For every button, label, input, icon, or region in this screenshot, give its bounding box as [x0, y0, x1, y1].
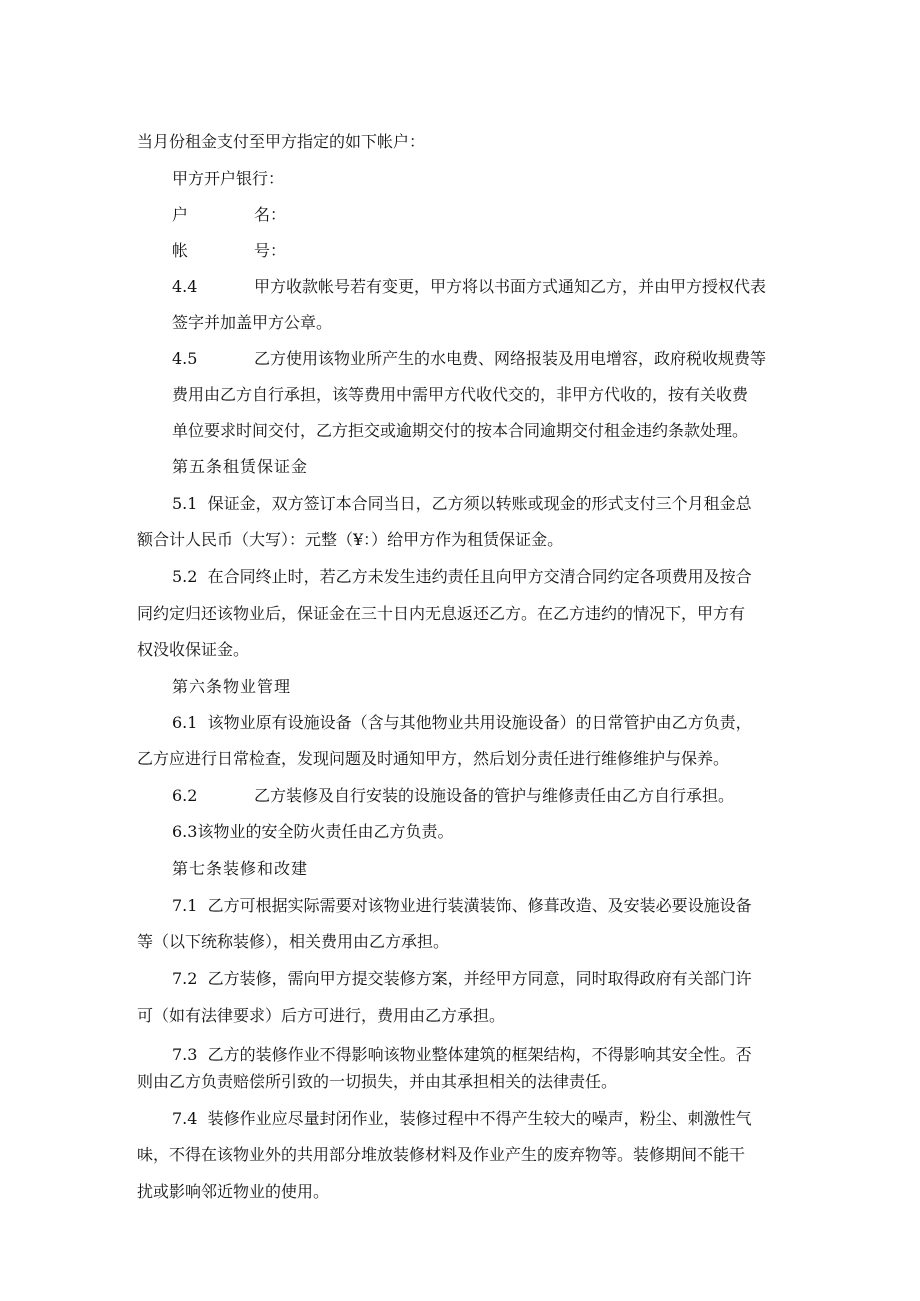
clause-7-1-line-2: 等（以下统称装修），相关费用由乙方承担。 — [137, 932, 450, 951]
bank-label: 甲方开户银行： — [172, 169, 285, 188]
clause-6-2-text-1: 乙方装修及自行安装的设施设备的管护与维修责任由乙方自行承担。 — [254, 786, 735, 805]
account-name-label-b: 名： — [254, 205, 287, 224]
account-name-row — [172, 204, 286, 226]
clause-7-2-line-1 — [172, 968, 752, 990]
clause-7-2-text-1: 乙方装修，需向甲方提交装修方案，并经甲方同意，同时取得政府有关部门许 — [207, 969, 752, 988]
clause-7-4-line-2: 味，不得在该物业外的共用部分堆放装修材料及作业产生的废弃物等。装修期间不能干 — [137, 1145, 746, 1164]
clause-7-4-line-3: 扰或影响邻近物业的使用。 — [137, 1182, 330, 1201]
clause-7-3-text-1: 乙方的装修作业不得影响该物业整体建筑的框架结构，不得影响其安全性。否 — [207, 1045, 752, 1064]
clause-5-2-line-2: 同约定归还该物业后，保证金在三十日内无息返还乙方。在乙方违约的情况下，甲方有 — [137, 604, 746, 623]
account-number-label-a: 帐 — [172, 241, 189, 260]
clause-5-1-line-1 — [172, 493, 752, 515]
clause-7-3-line-1 — [172, 1044, 752, 1066]
clause-6-2-line-1 — [172, 785, 734, 807]
article-6-heading: 第六条物业管理 — [172, 677, 292, 696]
clause-5-2-number: 5.2 — [172, 567, 198, 586]
clause-4-5-text-1: 乙方使用该物业所产生的水电费、网络报装及用电增容，政府税收规费等 — [254, 349, 767, 368]
account-number-label-b: 号： — [254, 241, 287, 260]
clause-6-2-number: 6.2 — [172, 786, 198, 805]
clause-7-3-number: 7.3 — [172, 1045, 198, 1064]
clause-4-4-text-1: 甲方收款帐号若有变更，甲方将以书面方式通知乙方，并由甲方授权代表 — [254, 277, 767, 296]
clause-7-3-line-2: 则由乙方负责赔偿所引致的一切损失，并由其承担相关的法律责任。 — [137, 1072, 618, 1091]
clause-7-4-number: 7.4 — [172, 1109, 198, 1128]
clause-6-1-line-1 — [172, 712, 752, 734]
clause-5-1-line-2: 额合计人民币（大写）：元整（¥：）给甲方作为租赁保证金。 — [137, 530, 564, 549]
clause-4-5-line-2: 费用由乙方自行承担，该等费用中需甲方代收代交的，非甲方代收的，按有关收费 — [172, 385, 749, 404]
clause-7-1-text-1: 乙方可根据实际需要对该物业进行装潢装饰、修葺改造、及安装必要设施设备 — [207, 896, 752, 915]
clause-4-4-line-2: 签字并加盖甲方公章。 — [172, 313, 333, 332]
clause-7-2-line-2: 可（如有法律要求）后方可进行，费用由乙方承担。 — [137, 1006, 506, 1025]
clause-7-1-line-1 — [172, 895, 752, 917]
clause-5-2-line-3: 权没收保证金。 — [137, 640, 250, 659]
clause-6-3-line-1: 6.3该物业的安全防火责任由乙方负责。 — [172, 822, 454, 841]
account-name-label-a: 户 — [172, 205, 189, 224]
clause-5-1-number: 5.1 — [172, 494, 198, 513]
clause-4-4-number: 4.4 — [172, 277, 198, 296]
clause-7-4-text-1: 装修作业应尽量封闭作业，装修过程中不得产生较大的噪声，粉尘、刺激性气 — [207, 1109, 752, 1128]
clause-5-2-line-1 — [172, 566, 752, 588]
clause-7-1-number: 7.1 — [172, 896, 198, 915]
clause-5-2-text-1: 在合同终止时，若乙方未发生违约责任且向甲方交清合同约定各项费用及按合 — [207, 567, 752, 586]
clause-5-1-text-1: 保证金，双方签订本合同当日，乙方须以转账或现金的形式支付三个月租金总 — [207, 494, 752, 513]
clause-7-4-line-1 — [172, 1108, 752, 1130]
clause-6-1-text-1: 该物业原有设施设备（含与其他物业共用设施设备）的日常管护由乙方负责， — [207, 713, 752, 732]
clause-4-5-line-3: 单位要求时间交付，乙方拒交或逾期交付的按本合同逾期交付租金违约条款处理。 — [172, 421, 749, 440]
clause-4-5-line-1 — [172, 348, 766, 370]
intro-line: 当月份租金支付至甲方指定的如下帐户： — [137, 132, 426, 151]
clause-4-4-line-1 — [172, 276, 766, 298]
article-5-heading: 第五条租赁保证金 — [172, 457, 309, 476]
clause-6-1-line-2: 乙方应进行日常检查，发现问题及时通知甲方，然后划分责任进行维修维护与保养。 — [137, 749, 730, 768]
article-7-heading: 第七条装修和改建 — [172, 859, 309, 878]
clause-4-5-number: 4.5 — [172, 349, 198, 368]
clause-7-2-number: 7.2 — [172, 969, 198, 988]
clause-6-1-number: 6.1 — [172, 713, 198, 732]
account-number-row — [172, 240, 286, 262]
